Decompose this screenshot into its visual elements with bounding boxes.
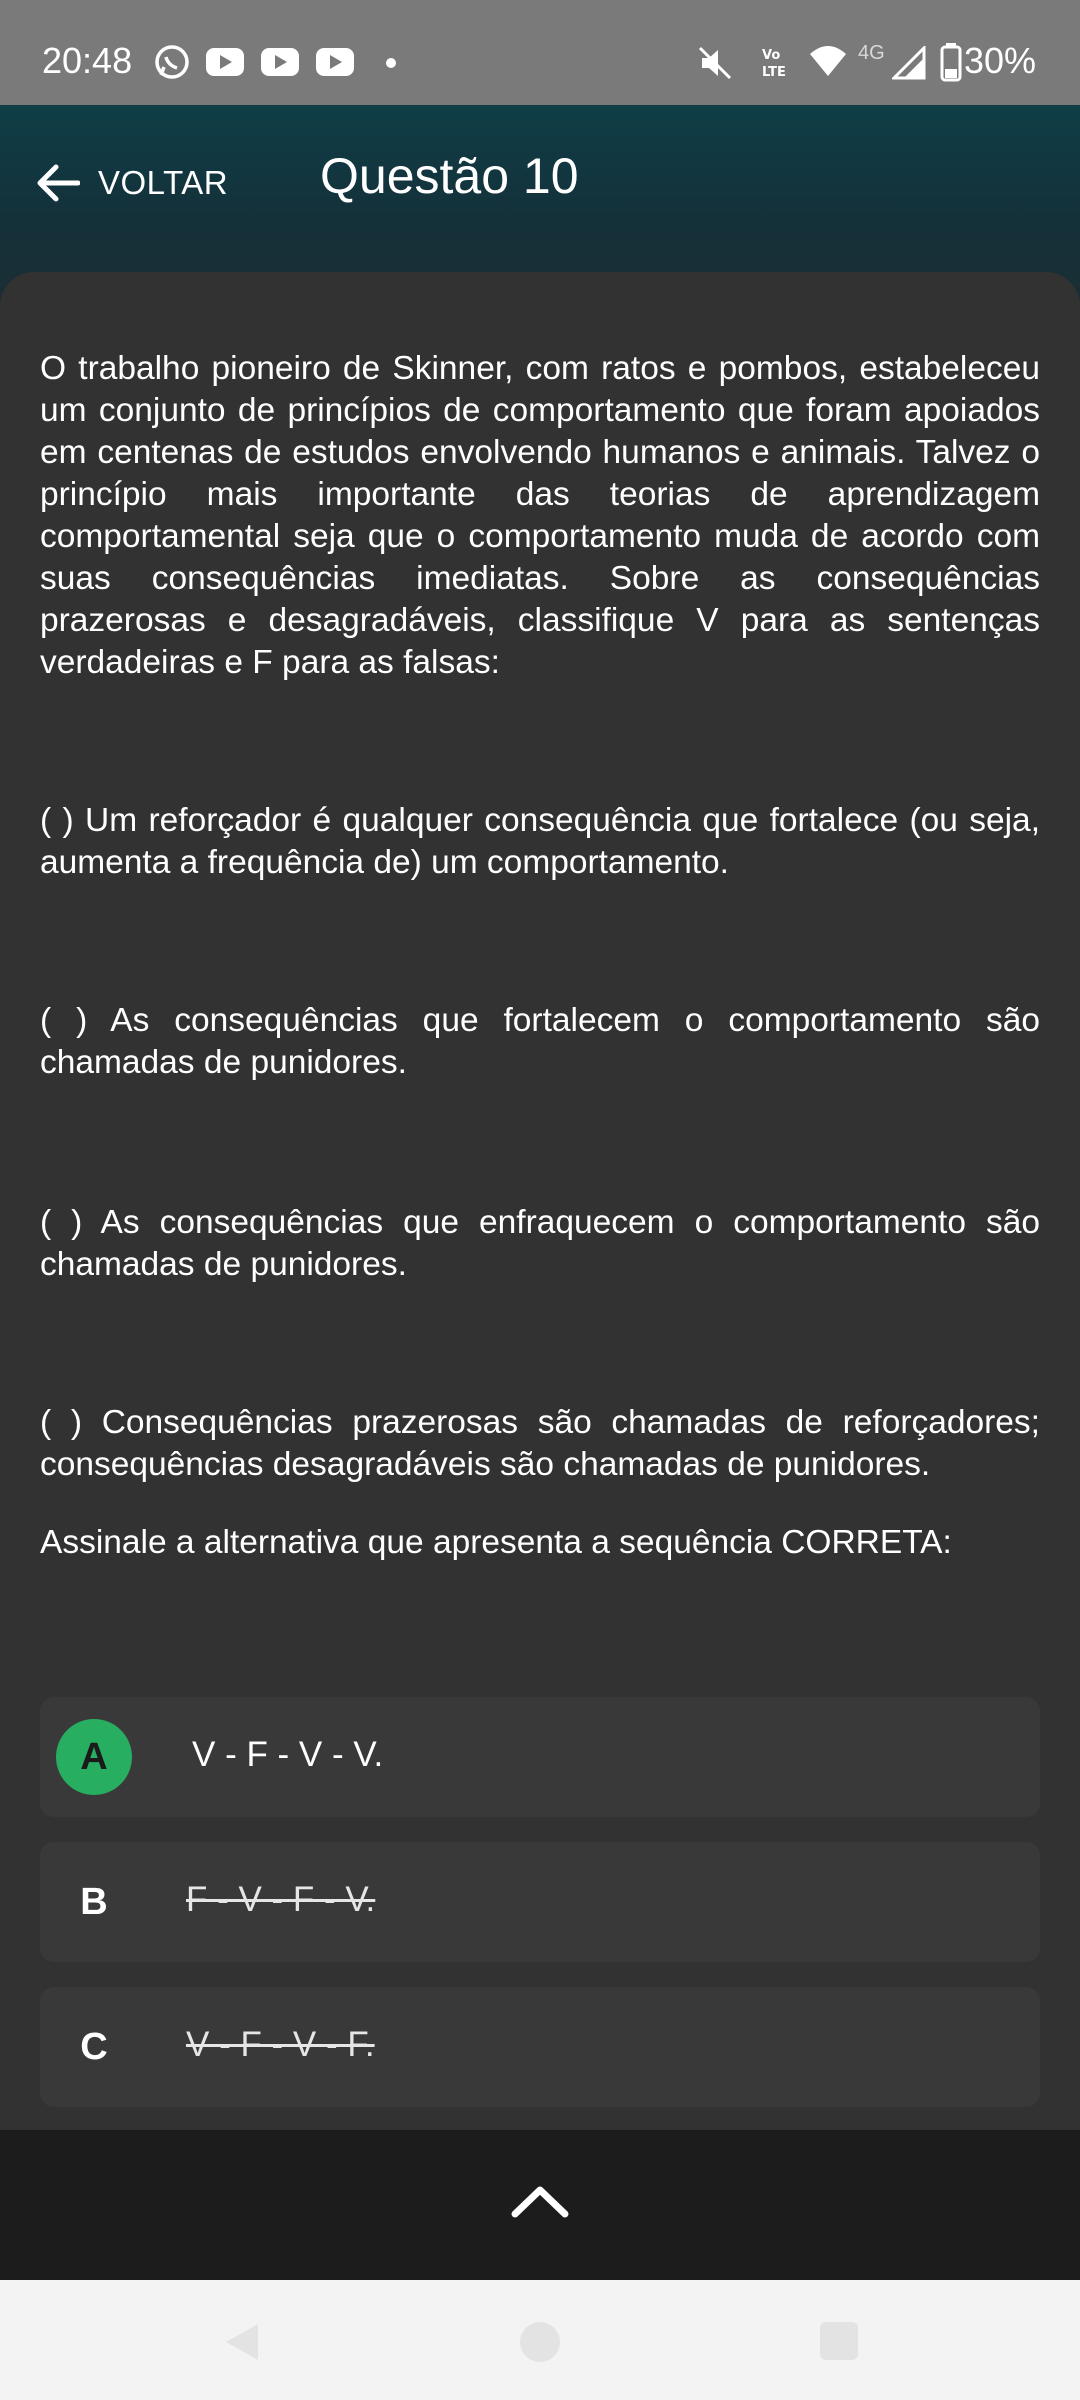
battery-percent: 30% [964, 40, 1037, 81]
whatsapp-icon [152, 42, 192, 82]
mute-icon [698, 46, 734, 80]
volte-icon [760, 44, 794, 80]
option-c-letter: C [80, 2025, 108, 2068]
option-a-letter: A [56, 1719, 132, 1795]
option-c[interactable] [40, 1987, 1040, 2107]
back-label: VOLTAR [98, 164, 229, 201]
statement-3: ( ) As consequências que enfraquecem o comportamento são chamadas de punidores. [40, 1204, 1040, 1283]
notification-dot-icon [386, 58, 396, 68]
nav-recents-icon[interactable] [820, 2322, 858, 2360]
nav-home-icon[interactable] [520, 2322, 560, 2362]
youtube-icon [316, 48, 354, 76]
back-button[interactable] [36, 153, 228, 213]
question-card [0, 272, 1080, 2132]
question-intro: O trabalho pioneiro de Skinner, com ratos e pombos, estabeleceu um conjunto de princípios de comportamento que foram apoiados em centenas de estudos envolvendo humanos e animais. Talvez o princípio mais importante das teorias de aprendizagem comportamental seja que o comportamento muda de acordo com suas consequências imediatas. Sobre as consequências prazerosas e desagradáveis, classifique V para as sentenças verdadeiras e F para as falsas: [40, 350, 1040, 681]
statement-1: ( ) Um reforçador é qualquer consequência que fortalece (ou seja, aumenta a frequência de) um comportamento. [40, 802, 1040, 881]
arrow-left-icon [36, 163, 80, 203]
youtube-icon [206, 48, 244, 76]
youtube-icon [261, 48, 299, 76]
page-title: Questão 10 [320, 148, 579, 204]
statement-2: ( ) As consequências que fortalecem o comportamento são chamadas de punidores. [40, 1002, 1040, 1081]
option-a-text: V - F - V - V. [192, 1735, 384, 1774]
battery-icon [940, 42, 962, 82]
svg-text:Vo: Vo [762, 48, 781, 63]
option-c-text: V - F - V - F. [186, 2025, 375, 2064]
wifi-icon [808, 44, 848, 78]
question-prompt: Assinale a alternativa que apresenta a sequência CORRETA: [40, 1524, 952, 1561]
system-nav-bar [0, 2280, 1080, 2400]
chevron-up-icon[interactable] [505, 2170, 575, 2230]
bottom-panel [0, 2130, 1080, 2280]
signal-icon [892, 46, 926, 80]
statement-4: ( ) Consequências prazerosas são chamadas de reforçadores; consequências desagradáveis são chamadas de punidores. [40, 1404, 1040, 1483]
option-b[interactable] [40, 1842, 1040, 1962]
option-b-letter: B [80, 1880, 108, 1923]
svg-text:LTE: LTE [762, 65, 786, 80]
option-a[interactable] [40, 1697, 1040, 1817]
network-type: 4G [858, 42, 885, 64]
status-bar [0, 0, 1080, 105]
status-time: 20:48 [42, 40, 133, 81]
nav-back-icon[interactable] [222, 2320, 262, 2364]
option-b-text: F - V - F - V. [186, 1880, 376, 1919]
